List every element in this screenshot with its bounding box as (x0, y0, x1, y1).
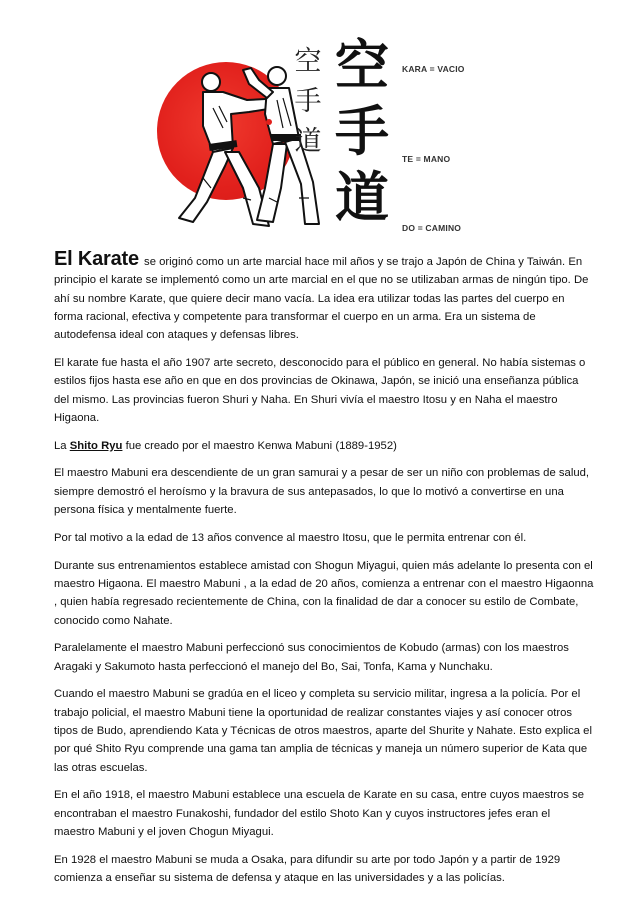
paragraph-3 (54, 437, 594, 455)
paragraph-6: Durante sus entrenamientos establece amistad con Shogun Miyagui, quien más adelante lo presenta con el maestro Higaona. El maestro Mabuni , a la edad de 20 años, comienza a entrenar con el maestro Higaonna , quien había regresado recientemente de China, con la finalidad de dar a conocer su estilo de Combate, conocido como Nahate. (54, 559, 594, 627)
meaning-do: DO = CAMINO (402, 223, 462, 233)
paragraph-intro (54, 250, 594, 344)
paragraph-8: Cuando el maestro Mabuni se gradúa en el liceo y completa su servicio militar, ingresa a la policía. Por el trabajo policial, el maestro Mabuni tiene la oportunidad de realizar constantes viajes y así conocer otros tipos de Budo, aprendiendo Kata y Técnicas de otros maestros, aparte del Shurite y Nahate. Esto explica el por qué Shito Ryu comprende una gama tan amplia de técnicas y maneja un número superior de Kata que las otras escuelas. (54, 688, 592, 774)
kanji-vertical-small (291, 42, 325, 162)
kanji-big-do: 道 (335, 165, 389, 229)
paragraph-2: El karate fue hasta el año 1907 arte secreto, desconocido para el público en general. No había sistemas o estilos fijos hasta ese año en que en dos provincias de Okinawa, Japón, se inició una enseñanza pública del mismo. Las provincias fueron Shuri y Naha. En Shuri vivía el maestro Itosu y en Naha el maestro Higaona. (54, 356, 586, 424)
intro-text: se originó como un arte marcial hace mil años y se trajo a Japón de China y Taiwán. En principio el karate se implementó como un arte marcial en el que no se utilizaban armas de ningún tipo. De ahí su nombre Karate, que quiere decir mano vacía. La idea era utilizar todas las partes del cuerpo en forma racional, efectiva y competente para transformar el cuerpo en un arma. Era un sistema de autodefensa ideal con ataques y defensas libres. (54, 256, 589, 342)
article-body (54, 250, 594, 897)
kanji-big-te: 手 (335, 99, 389, 163)
p3-suffix: fue creado por el maestro Kenwa Mabuni (1889-1952) (122, 439, 397, 452)
paragraph-10: En 1928 el maestro Mabuni se muda a Osaka, para difundir su arte por todo Japón y a partir de 1929 comienza a enseñar su sistema de defensa y ataque en las universidades y a las policías. (54, 853, 561, 885)
article-title: El Karate (54, 248, 139, 270)
kanji-vertical-large (331, 32, 393, 230)
meaning-kara: KARA = VACIO (402, 64, 465, 74)
paragraph-9: En el año 1918, el maestro Mabuni establece una escuela de Karate en su casa, entre cuyos maestros se encontraban el maestro Funakoshi, fundador del estilo Shoto Kan y cuyos instructores jefes eran el maestro Mabuni y el joven Chogun Miyagui. (54, 789, 585, 839)
p3-prefix: La (54, 439, 70, 452)
kanji-big-kara: 空 (335, 33, 389, 97)
karate-illustration (155, 30, 485, 233)
kanji-small-kara: 空 (294, 46, 322, 77)
paragraph-7: Paralelamente el maestro Mabuni perfeccionó sus conocimientos de Kobudo (armas) con los maestros Aragaki y Sakumoto hasta perfeccionó el manejo del Bo, Sai, Tonfa, Kama y Nunchaku. (54, 642, 569, 673)
paragraph-4: El maestro Mabuni era descendiente de un gran samurai y a pesar de ser un niño con problemas de salud, siempre demostró el heroísmo y la bravura de sus antepasados, lo que lo motivó a convertirse en una persona física y mentalmente fuerte. (54, 467, 590, 517)
kanji-small-te: 手 (294, 86, 322, 117)
shito-ryu-highlight: Shito Ryu (69, 439, 123, 452)
paragraph-5: Por tal motivo a la edad de 13 años convence al maestro Itosu, que le permita entrenar con él. (54, 531, 527, 544)
meaning-te: TE = MANO (402, 154, 451, 164)
kanji-small-do: 道 (294, 126, 322, 157)
